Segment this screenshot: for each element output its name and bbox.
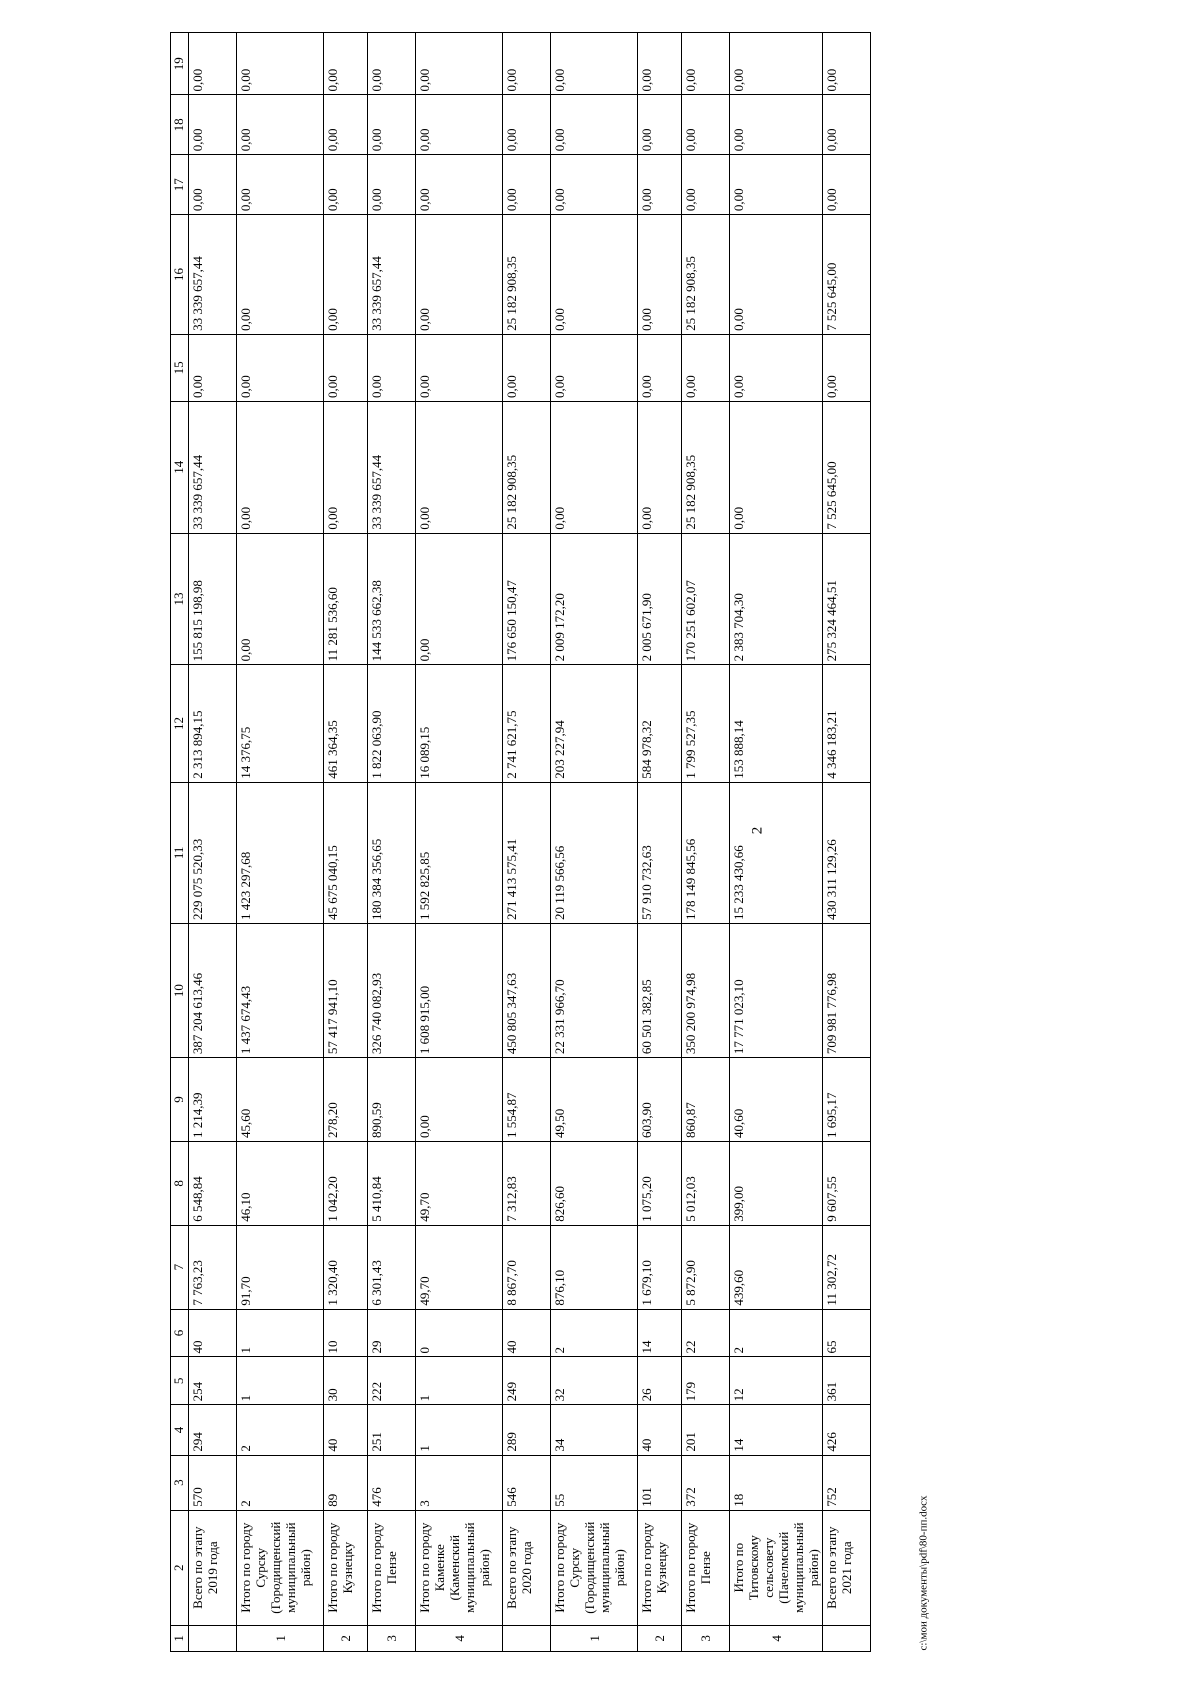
table-row bbox=[237, 33, 324, 1652]
table-cell: 0,00 bbox=[551, 33, 638, 95]
table-cell: 4 346 183,21 bbox=[823, 665, 871, 782]
table-cell: 0,00 bbox=[416, 95, 503, 155]
table-cell: 275 324 464,51 bbox=[823, 533, 871, 665]
table-cell: 0,00 bbox=[638, 215, 682, 335]
table-cell: 0,00 bbox=[551, 95, 638, 155]
table-cell: 0,00 bbox=[237, 33, 324, 95]
table-cell: 876,10 bbox=[551, 1225, 638, 1309]
table-cell: 10 bbox=[324, 1309, 368, 1357]
column-number: 13 bbox=[171, 533, 189, 665]
table-cell: 8 867,70 bbox=[503, 1225, 551, 1309]
table-cell: 25 182 908,35 bbox=[682, 401, 730, 533]
table-cell: 2 383 704,30 bbox=[730, 533, 823, 665]
table-cell: 0,00 bbox=[682, 334, 730, 401]
table-cell: 49,70 bbox=[416, 1141, 503, 1225]
table-cell: 0,00 bbox=[503, 334, 551, 401]
table-row bbox=[416, 33, 503, 1652]
table-cell: 178 149 845,56 bbox=[682, 782, 730, 923]
table-cell: 2 bbox=[730, 1309, 823, 1357]
table-row bbox=[730, 33, 823, 1652]
table-cell: 546 bbox=[503, 1455, 551, 1510]
row-label: Итого по городу Кузнецку bbox=[324, 1510, 368, 1625]
table-cell: 5 012,03 bbox=[682, 1141, 730, 1225]
table-cell: 0,00 bbox=[237, 334, 324, 401]
table-cell: 0,00 bbox=[324, 33, 368, 95]
table-cell: 6 548,84 bbox=[189, 1141, 237, 1225]
table-cell: 294 bbox=[189, 1405, 237, 1455]
table-cell: 361 bbox=[823, 1357, 871, 1405]
table-cell: 7 525 645,00 bbox=[823, 215, 871, 335]
column-number: 19 bbox=[171, 33, 189, 95]
table-cell: 860,87 bbox=[682, 1058, 730, 1142]
row-number bbox=[503, 1625, 551, 1651]
table-cell: 22 bbox=[682, 1309, 730, 1357]
table-cell: 40 bbox=[189, 1309, 237, 1357]
table-cell: 25 182 908,35 bbox=[503, 401, 551, 533]
table-cell: 176 650 150,47 bbox=[503, 533, 551, 665]
table-cell: 0,00 bbox=[416, 401, 503, 533]
table-cell: 144 533 662,38 bbox=[368, 533, 416, 665]
table-cell: 2 005 671,90 bbox=[638, 533, 682, 665]
table-cell: 372 bbox=[682, 1455, 730, 1510]
table-cell: 326 740 082,93 bbox=[368, 924, 416, 1058]
table-cell: 20 119 566,56 bbox=[551, 782, 638, 923]
column-number: 17 bbox=[171, 155, 189, 215]
column-number: 12 bbox=[171, 665, 189, 782]
table-cell: 1 075,20 bbox=[638, 1141, 682, 1225]
table-cell: 101 bbox=[638, 1455, 682, 1510]
table-cell: 430 311 129,26 bbox=[823, 782, 871, 923]
table-cell: 1 437 674,43 bbox=[237, 924, 324, 1058]
table-cell: 0,00 bbox=[368, 95, 416, 155]
table-cell: 179 bbox=[682, 1357, 730, 1405]
table-cell: 91,70 bbox=[237, 1225, 324, 1309]
table-cell: 1 554,87 bbox=[503, 1058, 551, 1142]
table-row bbox=[503, 33, 551, 1652]
table-cell: 11 302,72 bbox=[823, 1225, 871, 1309]
table-cell: 450 805 347,63 bbox=[503, 924, 551, 1058]
table-cell: 0,00 bbox=[823, 334, 871, 401]
table-cell: 45,60 bbox=[237, 1058, 324, 1142]
table-cell: 55 bbox=[551, 1455, 638, 1510]
column-number: 14 bbox=[171, 401, 189, 533]
table-cell: 0,00 bbox=[682, 95, 730, 155]
row-label: Итого по городу Сурску (Городищенский муниципальный район) bbox=[551, 1510, 638, 1625]
table-cell: 7 763,23 bbox=[189, 1225, 237, 1309]
row-number: 2 bbox=[638, 1625, 682, 1651]
row-number: 1 bbox=[551, 1625, 638, 1651]
table-cell: 0,00 bbox=[730, 334, 823, 401]
table-cell: 49,50 bbox=[551, 1058, 638, 1142]
table-cell: 40 bbox=[503, 1309, 551, 1357]
table-cell: 0,00 bbox=[324, 401, 368, 533]
table-cell: 0,00 bbox=[682, 155, 730, 215]
row-label: Итого по городу Пензе bbox=[682, 1510, 730, 1625]
table-cell: 289 bbox=[503, 1405, 551, 1455]
table-cell: 0,00 bbox=[638, 401, 682, 533]
column-number: 4 bbox=[171, 1405, 189, 1455]
column-number: 3 bbox=[171, 1455, 189, 1510]
table-cell: 0,00 bbox=[416, 1058, 503, 1142]
table-cell: 2 009 172,20 bbox=[551, 533, 638, 665]
row-number: 3 bbox=[368, 1625, 416, 1651]
row-label: Итого по Титовскому сельсовету (Пачелмский муниципальный район) bbox=[730, 1510, 823, 1625]
table-cell: 461 364,35 bbox=[324, 665, 368, 782]
table-cell: 1 bbox=[416, 1357, 503, 1405]
table-cell: 0,00 bbox=[638, 33, 682, 95]
table-cell: 0,00 bbox=[324, 95, 368, 155]
table-cell: 0,00 bbox=[324, 215, 368, 335]
row-number: 3 bbox=[682, 1625, 730, 1651]
table-cell: 40 bbox=[638, 1405, 682, 1455]
table-cell: 2 741 621,75 bbox=[503, 665, 551, 782]
table-row bbox=[189, 33, 237, 1652]
table-cell: 1 bbox=[237, 1309, 324, 1357]
footer-file-path: c:\мои документы\pdf\80-пп.docx bbox=[917, 1495, 930, 1651]
table-cell: 399,00 bbox=[730, 1141, 823, 1225]
table-cell: 0,00 bbox=[237, 401, 324, 533]
table-cell: 2 bbox=[551, 1309, 638, 1357]
table-cell: 476 bbox=[368, 1455, 416, 1510]
table-cell: 25 182 908,35 bbox=[503, 215, 551, 335]
table-cell: 9 607,55 bbox=[823, 1141, 871, 1225]
table-cell: 14 bbox=[730, 1405, 823, 1455]
table-cell: 1 214,39 bbox=[189, 1058, 237, 1142]
table-cell: 33 339 657,44 bbox=[368, 215, 416, 335]
table-row bbox=[823, 33, 871, 1652]
table-cell: 1 bbox=[416, 1405, 503, 1455]
column-number: 5 bbox=[171, 1357, 189, 1405]
table-cell: 7 312,83 bbox=[503, 1141, 551, 1225]
table-cell: 180 384 356,65 bbox=[368, 782, 416, 923]
header-row bbox=[171, 33, 189, 1652]
table-cell: 0,00 bbox=[324, 334, 368, 401]
table-row bbox=[551, 33, 638, 1652]
table-cell: 890,59 bbox=[368, 1058, 416, 1142]
row-number: 1 bbox=[237, 1625, 324, 1651]
column-number: 1 bbox=[171, 1625, 189, 1651]
table-cell: 1 592 825,85 bbox=[416, 782, 503, 923]
table-cell: 3 bbox=[416, 1455, 503, 1510]
table-cell: 12 bbox=[730, 1357, 823, 1405]
row-label: Всего по этапу 2019 года bbox=[189, 1510, 237, 1625]
column-number: 2 bbox=[171, 1510, 189, 1625]
table-cell: 89 bbox=[324, 1455, 368, 1510]
table-cell: 0,00 bbox=[823, 155, 871, 215]
table-cell: 1 799 527,35 bbox=[682, 665, 730, 782]
table-cell: 0,00 bbox=[638, 155, 682, 215]
table-cell: 15 233 430,66 bbox=[730, 782, 823, 923]
row-number: 2 bbox=[324, 1625, 368, 1651]
row-number: 4 bbox=[730, 1625, 823, 1651]
table-cell: 0,00 bbox=[823, 95, 871, 155]
table-cell: 0,00 bbox=[551, 401, 638, 533]
table-cell: 0,00 bbox=[551, 215, 638, 335]
table-cell: 0,00 bbox=[730, 401, 823, 533]
table-cell: 45 675 040,15 bbox=[324, 782, 368, 923]
table-cell: 0,00 bbox=[237, 215, 324, 335]
column-number: 7 bbox=[171, 1225, 189, 1309]
table-cell: 584 978,32 bbox=[638, 665, 682, 782]
table-cell: 46,10 bbox=[237, 1141, 324, 1225]
table-cell: 0,00 bbox=[638, 95, 682, 155]
table-cell: 18 bbox=[730, 1455, 823, 1510]
table-row bbox=[368, 33, 416, 1652]
table-cell: 0,00 bbox=[823, 33, 871, 95]
table-cell: 1 bbox=[237, 1357, 324, 1405]
table-cell: 271 413 575,41 bbox=[503, 782, 551, 923]
table-cell: 0,00 bbox=[416, 33, 503, 95]
table-cell: 603,90 bbox=[638, 1058, 682, 1142]
row-number bbox=[823, 1625, 871, 1651]
table-cell: 426 bbox=[823, 1405, 871, 1455]
table-cell: 57 417 941,10 bbox=[324, 924, 368, 1058]
row-label: Всего по этапу 2021 года bbox=[823, 1510, 871, 1625]
table-cell: 1 320,40 bbox=[324, 1225, 368, 1309]
table-cell: 0,00 bbox=[503, 155, 551, 215]
table-row bbox=[638, 33, 682, 1652]
table-row bbox=[324, 33, 368, 1652]
table-cell: 40,60 bbox=[730, 1058, 823, 1142]
row-label: Итого по городу Пензе bbox=[368, 1510, 416, 1625]
table-cell: 201 bbox=[682, 1405, 730, 1455]
column-number: 18 bbox=[171, 95, 189, 155]
table-cell: 5 410,84 bbox=[368, 1141, 416, 1225]
column-number: 9 bbox=[171, 1058, 189, 1142]
table-cell: 350 200 974,98 bbox=[682, 924, 730, 1058]
table-cell: 203 227,94 bbox=[551, 665, 638, 782]
table-cell: 278,20 bbox=[324, 1058, 368, 1142]
table-cell: 0,00 bbox=[416, 155, 503, 215]
table-container bbox=[170, 32, 980, 1652]
row-label: Всего по этапу 2020 года bbox=[503, 1510, 551, 1625]
table-cell: 0,00 bbox=[368, 334, 416, 401]
table-cell: 0,00 bbox=[682, 33, 730, 95]
table-cell: 153 888,14 bbox=[730, 665, 823, 782]
table-cell: 33 339 657,44 bbox=[189, 215, 237, 335]
table-cell: 0,00 bbox=[189, 95, 237, 155]
table-cell: 0,00 bbox=[730, 33, 823, 95]
table-cell: 2 bbox=[237, 1405, 324, 1455]
table-cell: 0,00 bbox=[416, 215, 503, 335]
table-cell: 33 339 657,44 bbox=[189, 401, 237, 533]
table-cell: 170 251 602,07 bbox=[682, 533, 730, 665]
table-cell: 57 910 732,63 bbox=[638, 782, 682, 923]
table-cell: 0,00 bbox=[416, 334, 503, 401]
table-cell: 2 bbox=[237, 1455, 324, 1510]
table-cell: 30 bbox=[324, 1357, 368, 1405]
table-cell: 14 376,75 bbox=[237, 665, 324, 782]
table-body bbox=[171, 33, 871, 1652]
page-number: 2 bbox=[749, 826, 766, 835]
table-cell: 826,60 bbox=[551, 1141, 638, 1225]
table-cell: 1 679,10 bbox=[638, 1225, 682, 1309]
table-cell: 5 872,90 bbox=[682, 1225, 730, 1309]
table-cell: 0,00 bbox=[551, 334, 638, 401]
table-cell: 0,00 bbox=[368, 33, 416, 95]
table-cell: 60 501 382,85 bbox=[638, 924, 682, 1058]
column-number: 10 bbox=[171, 924, 189, 1058]
table-cell: 65 bbox=[823, 1309, 871, 1357]
table-cell: 0,00 bbox=[237, 95, 324, 155]
column-number: 6 bbox=[171, 1309, 189, 1357]
row-number: 4 bbox=[416, 1625, 503, 1651]
table-cell: 222 bbox=[368, 1357, 416, 1405]
table-cell: 1 608 915,00 bbox=[416, 924, 503, 1058]
table-cell: 16 089,15 bbox=[416, 665, 503, 782]
table-cell: 0,00 bbox=[730, 95, 823, 155]
table-cell: 17 771 023,10 bbox=[730, 924, 823, 1058]
table-cell: 249 bbox=[503, 1357, 551, 1405]
column-number: 11 bbox=[171, 782, 189, 923]
table-cell: 254 bbox=[189, 1357, 237, 1405]
table-cell: 0,00 bbox=[416, 533, 503, 665]
table-cell: 0,00 bbox=[189, 334, 237, 401]
table-cell: 0,00 bbox=[730, 155, 823, 215]
table-cell: 1 042,20 bbox=[324, 1141, 368, 1225]
table-cell: 0 bbox=[416, 1309, 503, 1357]
table-cell: 155 815 198,98 bbox=[189, 533, 237, 665]
table-cell: 0,00 bbox=[237, 155, 324, 215]
table-cell: 0,00 bbox=[638, 334, 682, 401]
table-cell: 752 bbox=[823, 1455, 871, 1510]
table-cell: 0,00 bbox=[551, 155, 638, 215]
table-cell: 387 204 613,46 bbox=[189, 924, 237, 1058]
table-cell: 251 bbox=[368, 1405, 416, 1455]
table-cell: 22 331 966,70 bbox=[551, 924, 638, 1058]
table-row bbox=[682, 33, 730, 1652]
table-cell: 14 bbox=[638, 1309, 682, 1357]
table-cell: 25 182 908,35 bbox=[682, 215, 730, 335]
row-number bbox=[189, 1625, 237, 1651]
housing-program-table bbox=[170, 32, 871, 1652]
table-cell: 49,70 bbox=[416, 1225, 503, 1309]
table-cell: 40 bbox=[324, 1405, 368, 1455]
column-number: 8 bbox=[171, 1141, 189, 1225]
table-cell: 709 981 776,98 bbox=[823, 924, 871, 1058]
table-cell: 0,00 bbox=[189, 155, 237, 215]
table-cell: 34 bbox=[551, 1405, 638, 1455]
row-label: Итого по городу Кузнецку bbox=[638, 1510, 682, 1625]
table-cell: 33 339 657,44 bbox=[368, 401, 416, 533]
table-cell: 229 075 520,33 bbox=[189, 782, 237, 923]
table-cell: 32 bbox=[551, 1357, 638, 1405]
table-cell: 2 313 894,15 bbox=[189, 665, 237, 782]
column-number: 16 bbox=[171, 215, 189, 335]
table-cell: 26 bbox=[638, 1357, 682, 1405]
column-number: 15 bbox=[171, 334, 189, 401]
table-cell: 1 695,17 bbox=[823, 1058, 871, 1142]
table-cell: 0,00 bbox=[503, 33, 551, 95]
row-label: Итого по городу Каменке (Каменский муниципальный район) bbox=[416, 1510, 503, 1625]
table-cell: 0,00 bbox=[237, 533, 324, 665]
table-cell: 7 525 645,00 bbox=[823, 401, 871, 533]
table-cell: 0,00 bbox=[324, 155, 368, 215]
row-label: Итого по городу Сурску (Городищенский муниципальный район) bbox=[237, 1510, 324, 1625]
table-cell: 0,00 bbox=[730, 215, 823, 335]
table-cell: 29 bbox=[368, 1309, 416, 1357]
table-cell: 0,00 bbox=[368, 155, 416, 215]
table-cell: 0,00 bbox=[189, 33, 237, 95]
table-cell: 570 bbox=[189, 1455, 237, 1510]
table-cell: 11 281 536,60 bbox=[324, 533, 368, 665]
table-cell: 6 301,43 bbox=[368, 1225, 416, 1309]
table-cell: 1 822 063,90 bbox=[368, 665, 416, 782]
table-cell: 1 423 297,68 bbox=[237, 782, 324, 923]
table-cell: 0,00 bbox=[503, 95, 551, 155]
table-cell: 439,60 bbox=[730, 1225, 823, 1309]
